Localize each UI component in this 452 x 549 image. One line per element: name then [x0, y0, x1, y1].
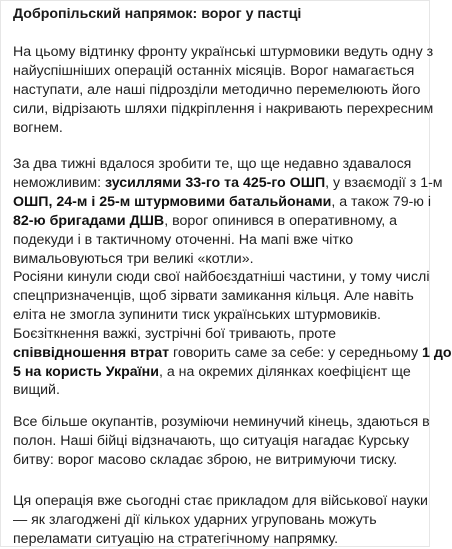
paragraph-line — [13, 363, 425, 382]
paragraph-line — [13, 492, 428, 511]
paragraph-1 — [13, 43, 434, 138]
text-run: Все більше окупантів, розуміючи неминучий кінець, здаються в — [13, 414, 430, 430]
paragraph-line — [13, 325, 425, 344]
paragraph-2 — [13, 155, 443, 268]
bold-text: 1 до — [422, 344, 452, 361]
paragraph-line — [13, 287, 425, 306]
text-run: вогнем. — [13, 119, 63, 136]
paragraph-3 — [13, 268, 452, 400]
paragraph-line — [13, 250, 425, 269]
paragraph-line — [13, 344, 452, 363]
text-run: — як злагоджені дії кількох ударних угруповань можуть — [13, 511, 377, 528]
bold-text: 82-ю бригадами ДШВ — [13, 212, 165, 229]
text-run: , а також 79-ю і — [331, 193, 432, 210]
paragraph-line — [13, 100, 434, 119]
paragraph-line — [13, 381, 425, 400]
text-run: полон. Наші бійці відзначають, що ситуація нагадає Курську — [13, 432, 410, 449]
paragraph-5 — [13, 492, 428, 549]
paragraph-line — [13, 81, 425, 100]
text-run: неможливим: — [13, 174, 106, 191]
paragraph-line — [13, 212, 425, 231]
paragraph-line — [13, 432, 425, 451]
text-run: Росіяни кинули сюди свої найбоєздатніші частини, у тому числі — [13, 269, 430, 285]
text-run: , а на окремих ділянках коефіцієнт ще — [158, 363, 411, 380]
paragraph-line — [13, 193, 432, 212]
bold-text: 5 на користь України — [13, 363, 159, 380]
bold-text: ОШП, 24-м і 25-м штурмовими батальйонами — [13, 193, 332, 210]
text-run: , у взаємодії з 1-м — [325, 174, 443, 191]
text-run: еліта не змогла зупинити тиск українських штурмовиків. — [13, 306, 381, 323]
paragraph-4 — [13, 413, 430, 470]
paragraph-line — [13, 268, 430, 287]
text-run: говорить саме за себе: у середньому — [169, 344, 423, 361]
paragraph-line — [13, 451, 425, 470]
text-run: битву: ворог масово складає зброю, не витримуючи тиску. — [13, 451, 398, 468]
paragraph-line — [13, 43, 434, 62]
text-run: наступати, але наші підрозділи методично перемелюють його — [13, 81, 421, 98]
text-run: спецпризначенців, щоб зірвати замикання кільця. Але навіть — [13, 287, 414, 304]
text-run: Ця операція вже сьогодні стає прикладом для військової науки — [13, 493, 428, 509]
post-headline: Добропільский напрямок: ворог у пастці — [13, 6, 302, 22]
paragraph-line — [13, 62, 425, 81]
paragraph-line — [13, 511, 425, 530]
bold-text: зусиллями 33-го та 425-го ОШП — [105, 174, 326, 191]
text-run: подекуди і в тактичному оточенні. На мапі вже чітко — [13, 231, 354, 248]
text-run: вимальовуються три великі «котли». — [13, 250, 254, 267]
paragraph-line — [13, 155, 425, 174]
paragraph-line — [13, 119, 425, 138]
text-run: Боєзіткнення важкі, зустрічні бої тривають, проте — [13, 325, 337, 342]
text-run: , ворог опинився в оперативному, а — [164, 212, 398, 229]
paragraph-line — [13, 174, 443, 193]
text-run: сили, відрізають шляхи підкріплення і накривають перехресним — [13, 100, 434, 117]
paragraph-line — [13, 306, 425, 325]
text-run: На цьому відтинку фронту українські штурмовики ведуть одну з — [13, 44, 434, 60]
text-run: За два тижні вдалося зробити те, що ще недавно здавалося — [13, 156, 412, 172]
bold-text: співвідношення втрат — [13, 344, 170, 361]
text-run: переламати ситуацію на стратегічному напрямку. — [13, 530, 339, 547]
text-run: найуспішніших операцій останніх місяців. Ворог намагається — [13, 62, 415, 79]
text-run: вищий. — [13, 382, 60, 399]
paragraph-line — [13, 413, 430, 432]
paragraph-line — [13, 530, 425, 549]
paragraph-line — [13, 231, 425, 250]
